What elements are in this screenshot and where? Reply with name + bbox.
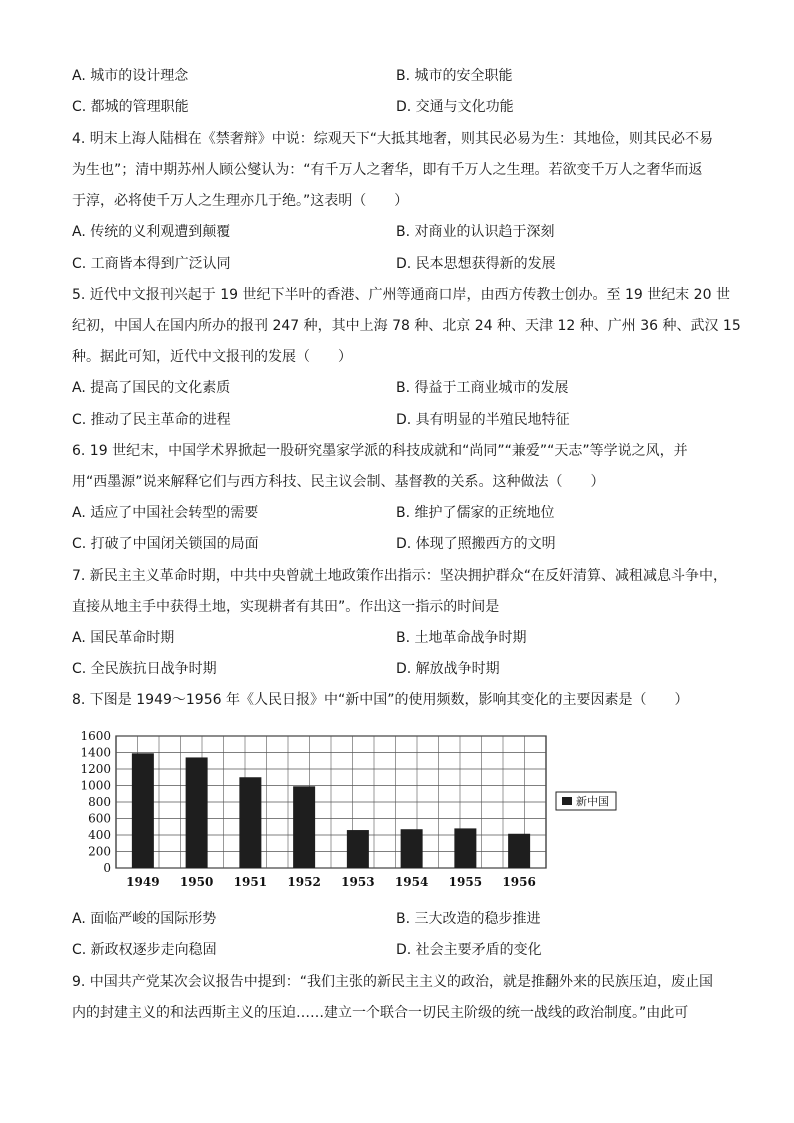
q5-stem-line-3: 种。据此可知，近代中文报刊的发展（ ） xyxy=(72,349,352,365)
q8-option-b[interactable]: B. 三大改造的稳步推进 xyxy=(396,911,541,927)
y-tick-label: 800 xyxy=(88,795,111,809)
q5-option-a[interactable]: A. 提高了国民的文化素质 xyxy=(72,380,231,396)
x-tick-label: 1953 xyxy=(341,875,375,889)
q8-option-c[interactable]: C. 新政权逐步走向稳固 xyxy=(72,942,217,958)
bar-1953 xyxy=(347,830,369,868)
q3-option-b[interactable]: B. 城市的安全职能 xyxy=(396,68,513,84)
q4-stem-line-2: 为生也”；清中期苏州人顾公燮认为：“有千万人之奢华，即有千万人之生理。若欲变千万人之奢华而返 xyxy=(72,162,703,178)
y-tick-label: 400 xyxy=(88,828,111,842)
x-tick-label: 1950 xyxy=(179,875,214,889)
q8-option-d[interactable]: D. 社会主要矛盾的变化 xyxy=(396,942,542,958)
q5-option-d[interactable]: D. 具有明显的半殖民地特征 xyxy=(396,412,570,428)
q7-option-d[interactable]: D. 解放战争时期 xyxy=(396,661,500,677)
x-tick-label: 1955 xyxy=(448,875,483,889)
q5-option-c[interactable]: C. 推动了民主革命的进程 xyxy=(72,412,231,428)
q3-option-c[interactable]: C. 都城的管理职能 xyxy=(72,99,189,115)
q5-stem-line-2: 纪初，中国人在国内所办的报刊 247 种，其中上海 78 种、北京 24 种、天津 12 种、广州 36 种、武汉 15 xyxy=(72,318,741,334)
y-tick-label: 1200 xyxy=(80,762,111,776)
x-tick-label: 1949 xyxy=(126,875,160,889)
q6-option-c[interactable]: C. 打破了中国闭关锁国的局面 xyxy=(72,536,259,552)
q4-option-a[interactable]: A. 传统的义利观遭到颠覆 xyxy=(72,224,231,240)
q4-option-b[interactable]: B. 对商业的认识趋于深刻 xyxy=(396,224,555,240)
q4-stem-line-3: 于淳，必将使千万人之生理亦几于绝。”这表明（ ） xyxy=(72,193,409,209)
bar-1954 xyxy=(401,829,423,868)
q4-option-d[interactable]: D. 民本思想获得新的发展 xyxy=(396,256,556,272)
q6-option-a[interactable]: A. 适应了中国社会转型的需要 xyxy=(72,505,259,521)
y-tick-label: 0 xyxy=(103,861,111,875)
q7-stem-line-1: 7. 新民主主义革命时期，中共中央曾就土地政策作出指示：坚决拥护群众“在反奸清算、减租减息斗争中， xyxy=(72,568,728,584)
usage-frequency-bar-chart xyxy=(72,728,632,898)
legend-swatch xyxy=(562,797,572,805)
q6-stem-line-2: 用“西墨源”说来解释它们与西方科技、民主议会制、基督教的关系。这种做法（ ） xyxy=(72,474,605,490)
q6-option-d[interactable]: D. 体现了照搬西方的文明 xyxy=(396,536,556,552)
q4-stem-line-1: 4. 明末上海人陆楫在《禁奢辩》中说：综观天下“大抵其地奢，则其民必易为生：其地俭，则其民必不易 xyxy=(72,131,714,147)
q7-option-b[interactable]: B. 土地革命战争时期 xyxy=(396,630,527,646)
q3-option-a[interactable]: A. 城市的设计理念 xyxy=(72,68,189,84)
q3-option-d[interactable]: D. 交通与文化功能 xyxy=(396,99,514,115)
q8-option-a[interactable]: A. 面临严峻的国际形势 xyxy=(72,911,217,927)
y-tick-label: 200 xyxy=(88,844,111,859)
bar-1949 xyxy=(132,753,154,868)
bar-1951 xyxy=(239,777,261,868)
q4-option-c[interactable]: C. 工商皆本得到广泛认同 xyxy=(72,256,231,272)
q5-stem-line-1: 5. 近代中文报刊兴起于 19 世纪下半叶的香港、广州等通商口岸，由西方传教士创办。至 19 世纪末 20 世 xyxy=(72,287,730,303)
legend-label: 新中国 xyxy=(576,795,609,808)
q6-stem-line-1: 6. 19 世纪末，中国学术界掀起一股研究墨家学派的科技成就和“尚同”“兼爱”“天志”等学说之风，并 xyxy=(72,443,688,459)
q8-stem-line-1: 8. 下图是 1949～1956 年《人民日报》中“新中国”的使用频数，影响其变化的主要因素是（ ） xyxy=(72,692,689,708)
x-tick-label: 1952 xyxy=(287,875,321,889)
x-tick-label: 1954 xyxy=(394,875,429,889)
y-tick-label: 1400 xyxy=(80,745,111,760)
bar-1956 xyxy=(508,834,530,868)
q6-option-b[interactable]: B. 维护了儒家的正统地位 xyxy=(396,505,555,521)
q7-option-a[interactable]: A. 国民革命时期 xyxy=(72,630,175,646)
bar-1952 xyxy=(293,786,315,868)
q7-option-c[interactable]: C. 全民族抗日战争时期 xyxy=(72,661,217,677)
q7-stem-line-2: 直接从地主手中获得土地，实现耕者有其田”。作出这一指示的时间是 xyxy=(72,599,500,615)
q9-stem-line-1: 9. 中国共产党某次会议报告中提到：“我们主张的新民主主义的政治，就是推翻外来的民族压迫，废止国 xyxy=(72,974,714,990)
y-tick-label: 600 xyxy=(88,811,111,826)
bar-1955 xyxy=(454,828,476,868)
q9-stem-line-2: 内的封建主义的和法西斯主义的压迫……建立一个联合一切民主阶级的统一战线的政治制度。”由此可 xyxy=(72,1005,689,1021)
q5-option-b[interactable]: B. 得益于工商业城市的发展 xyxy=(396,380,569,396)
x-tick-label: 1951 xyxy=(233,875,268,889)
bar-1950 xyxy=(186,757,208,868)
y-tick-label: 1600 xyxy=(80,729,111,743)
x-tick-label: 1956 xyxy=(502,875,536,889)
y-tick-label: 1000 xyxy=(80,778,111,793)
